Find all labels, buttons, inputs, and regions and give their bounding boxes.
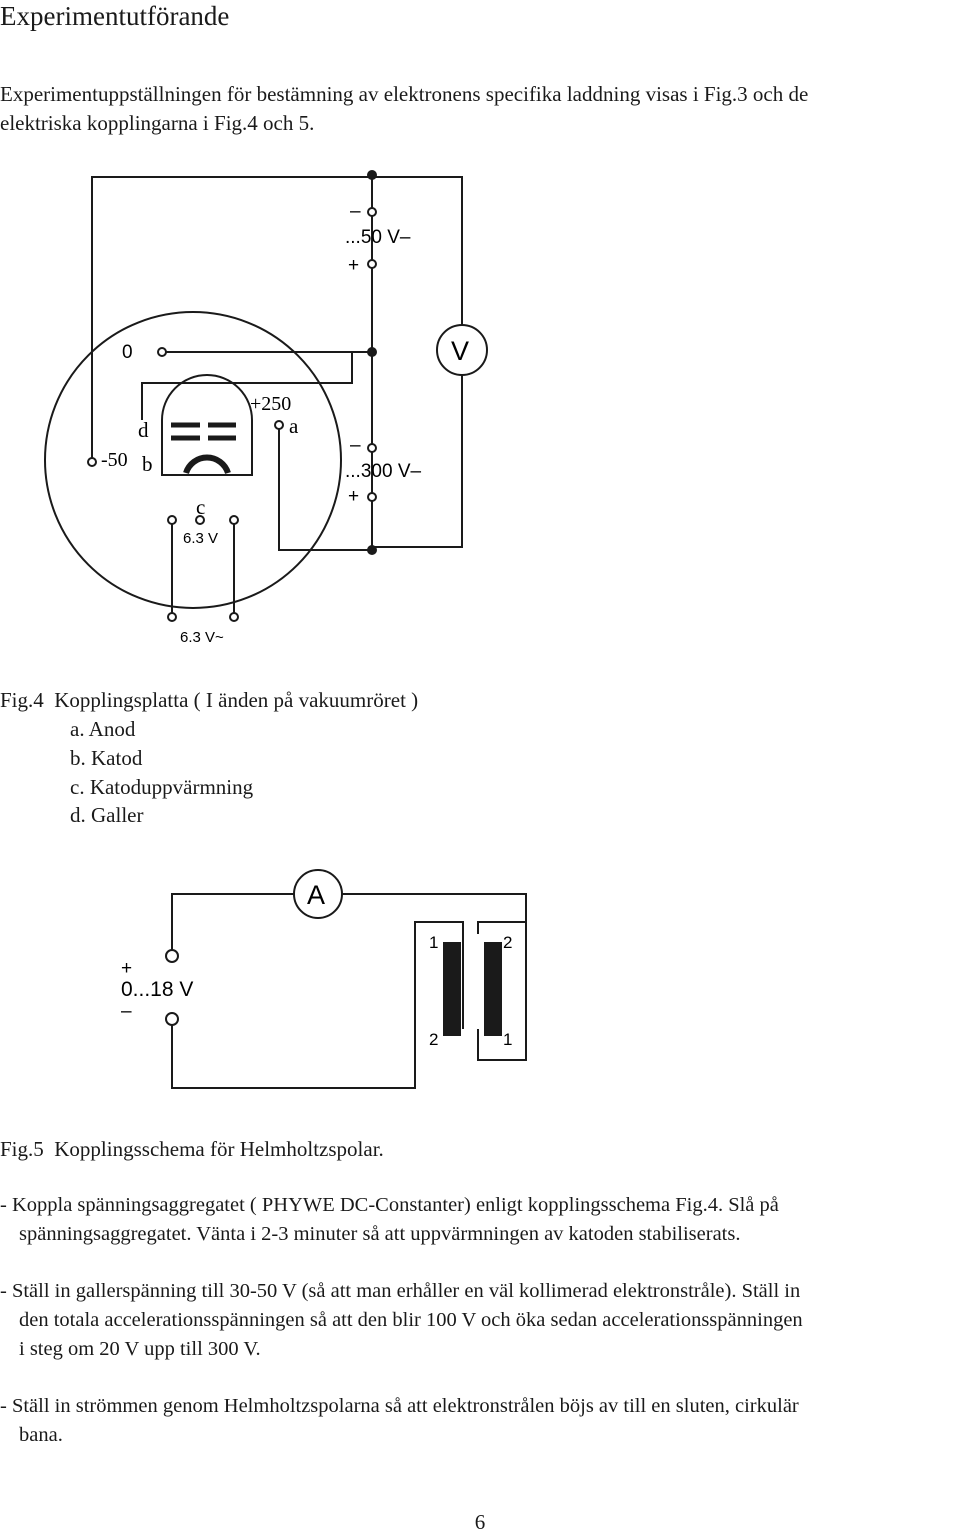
label-300-supply: ...300 V– [345, 461, 422, 482]
label-300-minus: – [350, 435, 361, 456]
terminal-anode [275, 421, 283, 429]
page-number: 6 [474, 1510, 486, 1534]
voltmeter-label: V [451, 336, 470, 366]
wire-bottom [172, 1018, 415, 1088]
junction-mid [367, 347, 377, 357]
fig5-diagram [0, 862, 560, 1102]
ammeter-label: A [307, 880, 326, 910]
label-300-plus: + [348, 486, 360, 507]
step-3-line-2: bana. [19, 1424, 63, 1446]
label-plus250: +250 [250, 393, 292, 415]
label-heater-63-ac: 6.3 V~ [180, 629, 224, 646]
junction-top [367, 170, 377, 180]
terminal-50-minus [368, 208, 376, 216]
terminal-0 [158, 348, 166, 356]
label-50-minus: – [350, 201, 361, 222]
fig4-diagram [0, 155, 520, 655]
step-1-line-2: spänningsaggregatet. Vänta i 2-3 minuter så att uppvärmningen av katoden stabiliserats. [19, 1223, 741, 1245]
fig5-plus: + [121, 958, 133, 979]
step-2-line-1: - Ställ in gallerspänning till 30-50 V (så att man erhåller en väl kollimerad elektronstråle). Ställ in [0, 1280, 801, 1302]
intro-paragraph [0, 80, 958, 138]
page-heading: Experimentutförande [0, 1, 230, 31]
cathode-arc [186, 458, 228, 473]
label-a: a [289, 414, 299, 438]
terminal-supply-minus [166, 1013, 178, 1025]
fig5-caption [0, 1135, 384, 1164]
fig5-caption-label: Fig.5 [0, 1137, 44, 1161]
label-d: d [138, 418, 149, 442]
wire-coil-left-top [415, 922, 463, 934]
label-50-supply: ...50 V– [345, 227, 411, 248]
coil-right [484, 942, 502, 1036]
terminal-heater-2 [230, 516, 238, 524]
coil-label-bottom-right: 1 [503, 1030, 513, 1049]
intro-line-1: Experimentuppställningen för bestämning av elektronens specifika laddning visas i Fig.3 och de [0, 82, 809, 106]
fig5-minus: – [121, 1001, 132, 1022]
step-1-line-1: - Koppla spänningsaggregatet ( PHYWE DC-Constanter) enligt kopplingsschema Fig.4. Slå på [0, 1194, 779, 1216]
coil-label-top-left: 1 [429, 933, 439, 952]
step-2-line-2: den totala accelerationsspänningen så att den blir 100 V och öka sedan accelerationsspänningen [19, 1309, 803, 1331]
fig4-legend-b: b. Katod [70, 746, 143, 770]
coil-label-top-right: 2 [503, 933, 513, 952]
fig4-legend-d: d. Galler [70, 803, 144, 827]
fig4-caption-text: Kopplingsplatta ( I änden på vakuumröret ) [54, 688, 419, 712]
step-2-line-3: i steg om 20 V upp till 300 V. [19, 1338, 261, 1360]
label-c: c [196, 495, 206, 519]
coil-left [443, 942, 461, 1036]
fig4-legend-c: c. Katoduppvärmning [70, 775, 254, 799]
label-heater-63: 6.3 V [183, 530, 219, 547]
terminal-minus50 [88, 458, 96, 466]
fig4-caption-label: Fig.4 [0, 688, 44, 712]
fig5-supply: 0...18 V [121, 978, 194, 1001]
fig4-legend-a: a. Anod [70, 717, 136, 741]
label-b: b [142, 452, 153, 476]
terminal-300-minus [368, 444, 376, 452]
terminal-heater-1 [168, 516, 176, 524]
fig5-caption-text: Kopplingsschema för Helmholtzspolar. [54, 1137, 384, 1161]
terminal-50-plus [368, 260, 376, 268]
fig4-caption [0, 686, 418, 715]
terminal-supply-plus [166, 950, 178, 962]
intro-line-2: elektriska kopplingarna i Fig.4 och 5. [0, 111, 315, 135]
junction-bottom [367, 545, 377, 555]
label-50-plus: + [348, 255, 360, 276]
coil-label-bottom-left: 2 [429, 1030, 439, 1049]
label-terminal-0: 0 [122, 342, 133, 363]
wire-top-left [172, 894, 294, 952]
step-3-line-1: - Ställ in strömmen genom Helmholtzspolarna så att elektronstrålen böjs av till en sluten, cirkulär [0, 1395, 799, 1417]
terminal-300-plus [368, 493, 376, 501]
terminal-heater-3 [168, 613, 176, 621]
wire-coil-right-top [478, 894, 526, 934]
terminal-heater-4 [230, 613, 238, 621]
label-minus50: -50 [101, 449, 128, 471]
